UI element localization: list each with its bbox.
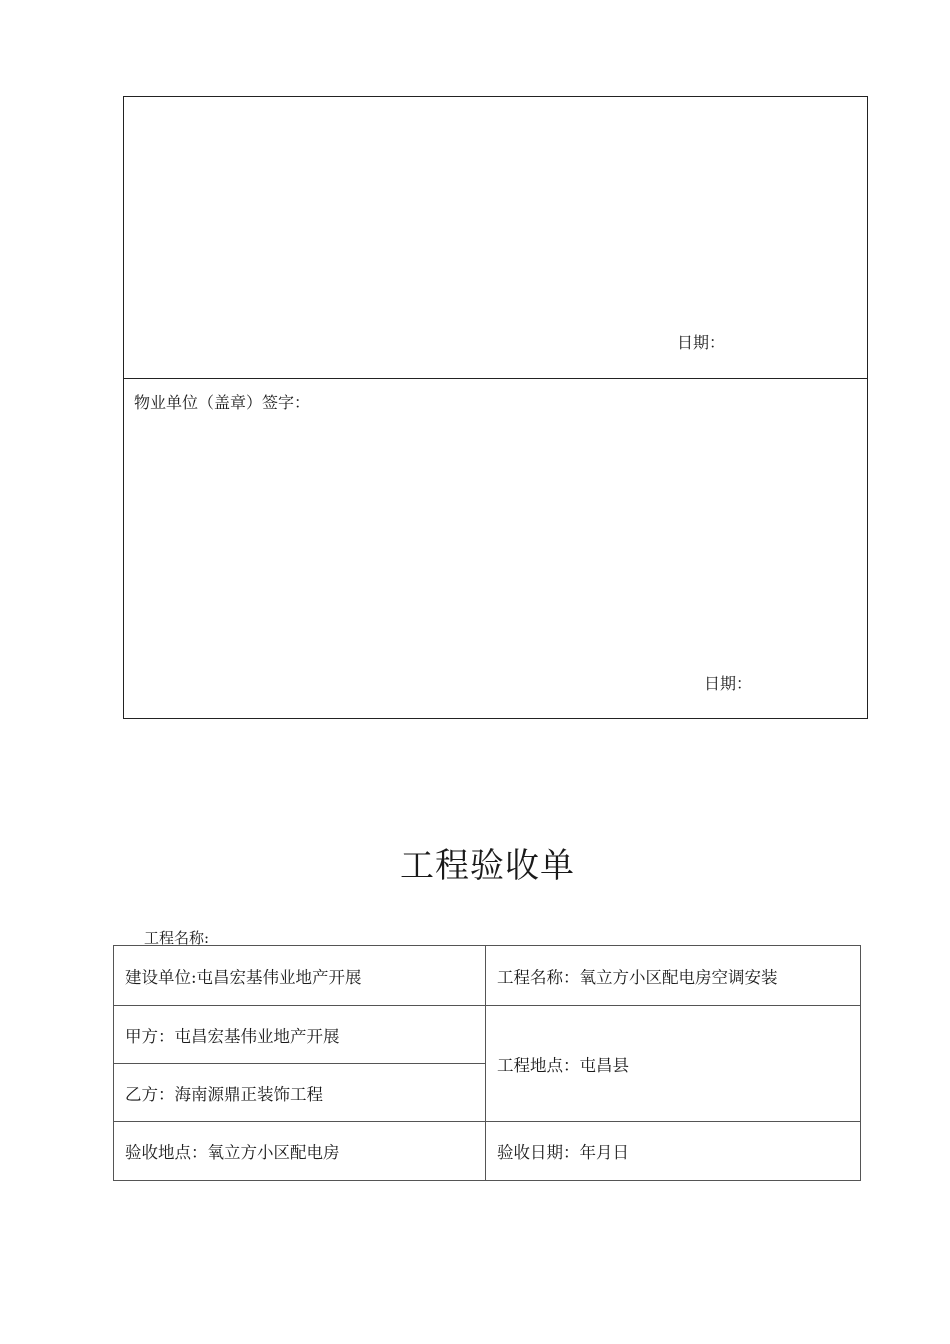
project-name-label: 工程名称: [144, 929, 210, 947]
acceptance-place-cell: 验收地点：氧立方小区配电房 [114, 1122, 486, 1181]
location-cell: 工程地点：屯昌县 [486, 1006, 861, 1122]
signature-box-upper [123, 96, 868, 379]
acceptance-table [113, 945, 861, 1181]
date-label: 日期： [677, 333, 726, 352]
party-a-cell: 甲方：屯昌宏基伟业地产开展 [114, 1006, 486, 1064]
builder-cell: 建设单位:屯昌宏基伟业地产开展 [114, 946, 486, 1006]
table-row [114, 1006, 861, 1064]
table-row [114, 1122, 861, 1181]
party-b-cell: 乙方：海南源鼎正装饰工程 [114, 1064, 486, 1122]
date-label: 日期： [704, 674, 753, 693]
acceptance-date-cell: 验收日期：年月日 [486, 1122, 861, 1181]
page-title: 工程验收单 [400, 846, 575, 886]
property-signature-label: 物业单位（盖章）签字： [134, 393, 311, 412]
table-row [114, 946, 861, 1006]
signature-box-property [123, 378, 868, 719]
project-name-cell: 工程名称：氧立方小区配电房空调安装 [486, 946, 861, 1006]
